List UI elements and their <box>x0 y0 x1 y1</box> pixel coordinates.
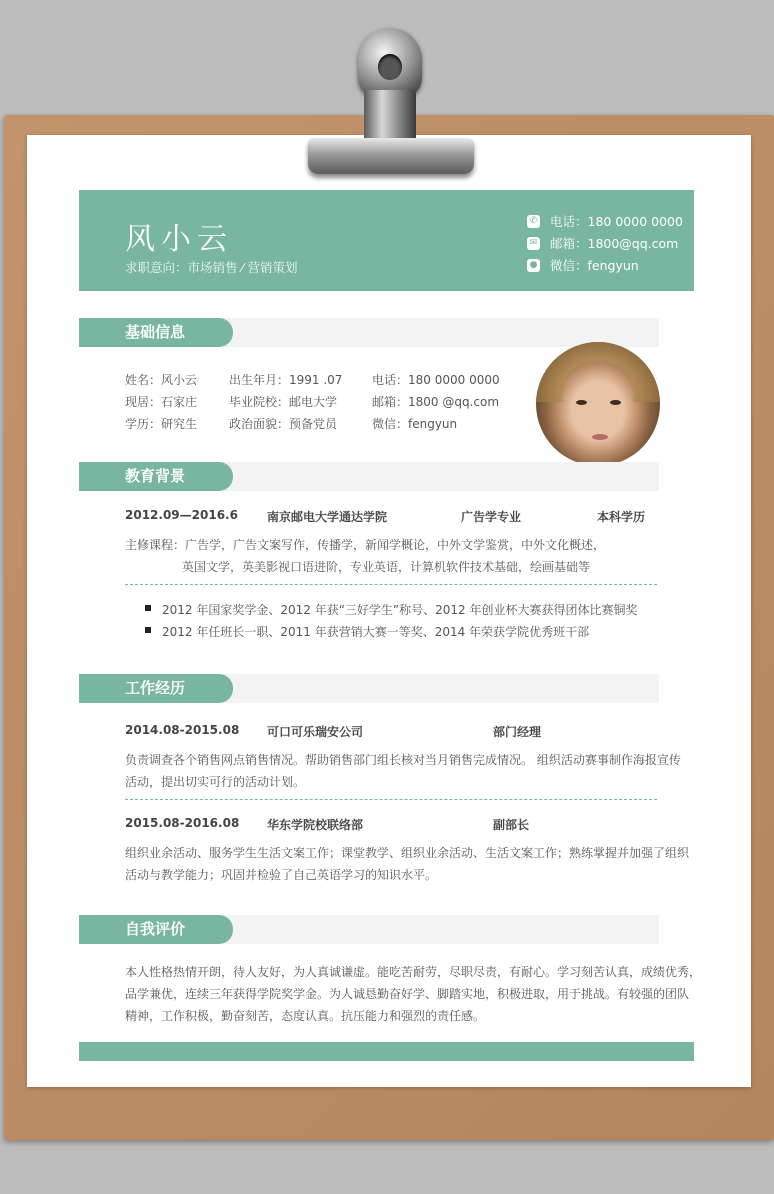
self-line-2: 品学兼优，连续三年获得学院奖学金。为人诚恳勤奋好学、脚踏实地，积极进取，用于挑战。有较强的团队 <box>125 987 690 1001</box>
job1-company: 可口可乐瑞安公司 <box>267 725 364 739</box>
binder-clip <box>300 28 480 178</box>
header-contacts <box>527 210 683 276</box>
section-self <box>79 915 659 944</box>
clip-hole <box>378 54 402 80</box>
edu-award-2: 2012 年任班长一职、2011 年获营销大赛一等奖、2014 年荣获学院优秀班干部 <box>162 625 590 639</box>
section-self-title: 自我评价 <box>79 915 233 944</box>
basic-school: 毕业院校：邮电大学 <box>229 395 338 409</box>
basic-phone: 电话：180 0000 0000 <box>372 373 500 387</box>
basic-email: 邮箱：1800 @qq.com <box>372 395 500 409</box>
basic-wechat: 微信：fengyun <box>372 417 458 431</box>
header-email <box>527 232 683 254</box>
job1-desc-line2: 活动，提出切实可行的活动计划。 <box>125 775 306 789</box>
section-work-title: 工作经历 <box>79 674 233 703</box>
header-wechat <box>527 254 683 276</box>
edu-courses-line2: 英国文学，英美影视口语进阶，专业英语，计算机软件技术基础，绘画基础等 <box>182 560 591 574</box>
edu-major: 广告学专业 <box>461 510 522 524</box>
self-line-1: 本人性格热情开朗，待人友好，为人真诚谦虚。能吃苦耐劳，尽职尽责，有耐心。学习刻苦认真，成绩优秀， <box>125 965 702 979</box>
avatar-hair <box>536 342 660 402</box>
header-wechat-text: 微信：fengyun <box>550 258 639 273</box>
bullet-icon <box>145 605 151 611</box>
section-education <box>79 462 659 491</box>
job2-role: 副部长 <box>493 818 530 832</box>
footer-bar <box>79 1042 694 1061</box>
bullet-icon <box>145 627 151 633</box>
edu-award-1: 2012 年国家奖学金、2012 年获“三好学生”称号、2012 年创业杯大赛获得团体比赛铜奖 <box>162 603 638 617</box>
wechat-icon: ● <box>527 259 540 272</box>
basic-education: 学历：研究生 <box>125 417 198 431</box>
avatar-eye-right <box>610 400 621 405</box>
resume-paper <box>27 135 751 1087</box>
phone-icon: ✆ <box>527 215 540 228</box>
job1-period: 2014.08-2015.08 <box>125 723 240 737</box>
basic-birth: 出生年月：1991 .07 <box>229 373 343 387</box>
divider <box>125 799 657 800</box>
section-work <box>79 674 659 703</box>
header-banner <box>79 190 694 291</box>
section-basic-title: 基础信息 <box>79 318 233 347</box>
avatar <box>536 342 660 466</box>
section-education-title: 教育背景 <box>79 462 233 491</box>
edu-school: 南京邮电大学通达学院 <box>267 510 388 524</box>
edu-degree: 本科学历 <box>597 510 646 524</box>
header-phone-text: 电话：180 0000 0000 <box>550 214 683 229</box>
job2-desc-line1: 组织业余活动、服务学生生活文案工作；课堂教学、组织业余活动、生活文案工作；熟练掌握并加强了组织 <box>125 846 690 860</box>
header-phone <box>527 210 683 232</box>
self-line-3: 精神，工作积极，勤奋刻苦，态度认真。抗压能力和强烈的责任感。 <box>125 1009 486 1023</box>
job-intent: 求职意向：市场销售 ⁄ 营销策划 <box>125 260 298 275</box>
clip-base <box>308 138 474 174</box>
header-email-text: 邮箱：1800@qq.com <box>550 236 679 251</box>
basic-residence: 现居：石家庄 <box>125 395 198 409</box>
job2-period: 2015.08-2016.08 <box>125 816 240 830</box>
job2-desc-line2: 活动与教学能力；巩固并检验了自己英语学习的知识水平。 <box>125 868 438 882</box>
avatar-eye-left <box>576 400 587 405</box>
candidate-name: 风小云 <box>125 222 233 257</box>
job1-role: 部门经理 <box>493 725 542 739</box>
divider <box>125 584 657 585</box>
job2-company: 华东学院校联络部 <box>267 818 364 832</box>
mail-icon: ✉ <box>527 237 540 250</box>
basic-political: 政治面貌：预备党员 <box>229 417 338 431</box>
job1-desc-line1: 负责调查各个销售网点销售情况。帮助销售部门组长核对当月销售完成情况。 组织活动赛事制作海报宣传 <box>125 753 681 767</box>
edu-courses-line1: 主修课程：广告学，广告文案写作，传播学，新闻学概论，中外文学鉴赏，中外文化概述， <box>125 538 606 552</box>
avatar-lips <box>592 434 608 440</box>
basic-name: 姓名：风小云 <box>125 373 198 387</box>
edu-period: 2012.09—2016.6 <box>125 508 238 522</box>
